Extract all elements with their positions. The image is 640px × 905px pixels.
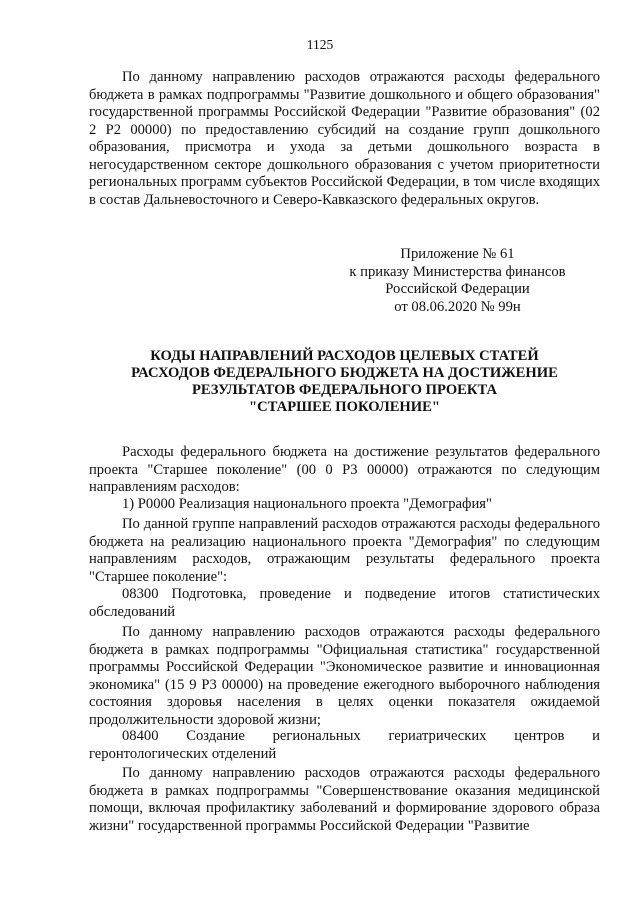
appendix-line: Приложение № 61 xyxy=(400,246,515,262)
body-paragraph: Расходы федерального бюджета на достижение результатов федерального проекта "Старшее поколение" (00 0 Р3 00000) отражаются по следующим направлениям расходов: xyxy=(89,444,600,495)
appendix-line: Российской Федерации xyxy=(385,281,530,297)
page-number: 1125 xyxy=(306,37,334,52)
title-line: "СТАРШЕЕ ПОКОЛЕНИЕ" xyxy=(249,399,440,415)
appendix-line: к приказу Министерства финансов xyxy=(349,263,566,280)
document-title xyxy=(89,348,600,416)
appendix-line: от 08.06.2020 № 99н xyxy=(394,298,521,315)
intro-paragraph: По данному направлению расходов отражаются расходы федерального бюджета в рамках подпрограммы "Развитие дошкольного и общего образования" государственной программы Российской Федерации "Развитие образования" (02 2 Р2 00000) по предоставлению субсидий на создание групп дошкольного образования, присмотра и ухода за детьми дошкольного возраста в негосударственном секторе дошкольного образования с учетом приоритетности региональных программ субъектов Российской Федерации, в том числе входящих в состав Дальневосточного и Северо-Кавказского федеральных округов. xyxy=(89,69,600,208)
body-paragraph: По данному направлению расходов отражаются расходы федерального бюджета в рамках подпрограммы "Совершенствование оказания медицинской помощи, включая профилактику заболеваний и формирование здорового образа жизни" государственной программы Российской Федерации "Развитие xyxy=(89,765,600,834)
section-heading: 1) Р0000 Реализация национального проекта "Демография" xyxy=(122,496,492,512)
appendix-block xyxy=(330,246,585,316)
body-paragraph: По данному направлению расходов отражаются расходы федерального бюджета в рамках подпрограммы "Официальная статистика" государственной программы Российской Федерации "Экономическое развитие и инновационная экономика" (15 9 Р3 00000) на проведение ежегодного выборочного наблюдения состояния здоровья населения в целях оценки показателя ожидаемой продолжительности здоровой жизни; xyxy=(89,624,600,728)
title-line: РЕЗУЛЬТАТОВ ФЕДЕРАЛЬНОГО ПРОЕКТА xyxy=(191,382,498,398)
code-heading: 08300 Подготовка, проведение и подведение итогов статистических обследований xyxy=(89,586,600,620)
code-heading: 08400 Создание региональных гериатрических центров и геронтологических отделений xyxy=(89,728,600,762)
body-paragraph: По данной группе направлений расходов отражаются расходы федерального бюджета на реализацию национального проекта "Демография" по следующим направлениям расходов, отражающим результаты федерального проекта "Старшее поколение": xyxy=(89,516,600,585)
title-line: РАСХОДОВ ФЕДЕРАЛЬНОГО БЮДЖЕТА НА ДОСТИЖЕНИЕ xyxy=(131,365,558,381)
title-line: КОДЫ НАПРАВЛЕНИЙ РАСХОДОВ ЦЕЛЕВЫХ СТАТЕЙ xyxy=(150,348,539,364)
